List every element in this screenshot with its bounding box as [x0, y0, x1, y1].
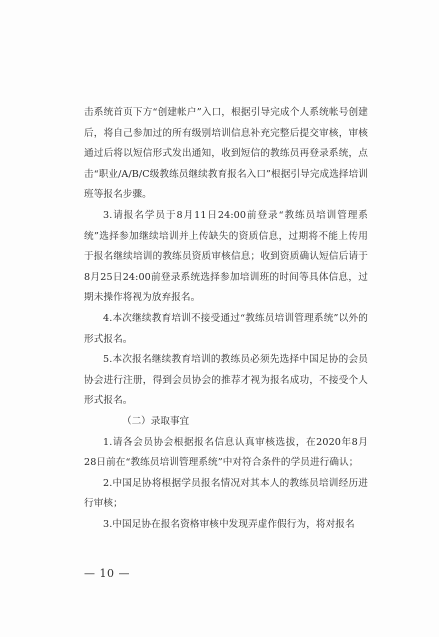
paragraph-admission-1: 1.请各会员协会根据报名信息认真审核选拔，在2020年8月28日前在“教练员培训管理系统”中对符合条件的学员进行确认； — [84, 436, 368, 469]
paragraph-item-4-channel: 4.本次继续教育培训不接受通过“教练员培训管理系统”以外的形式报名。 — [84, 312, 368, 345]
paragraph-admission-3: 3.中国足协在报名资格审核中发现弄虚作假行为，将对报名 — [103, 518, 355, 530]
page-number: — 10 — — [84, 567, 130, 580]
paragraph-item-3-deadlines: 3.请报名学员于8月11日24:00前登录“教练员培训管理系统”选择参加继续培训并上传缺失的资质信息，过期将不能上传用于报名继续培训的教练员资质审核信息；收到资质确认短信后请于8月25日24:00前登录系统选择参加培训班的时间等具体信息，过期未操作将视为放弃报名。 — [84, 209, 368, 304]
paragraph-item-5-association: 5.本次报名继续教育培训的教练员必须先选择中国足协的会员协会进行注册，得到会员协会的推荐才视为报名成功，不接受个人形式报名。 — [84, 354, 368, 407]
page-body — [84, 103, 368, 535]
section-heading-admission: （二）录取事宜 — [122, 415, 190, 427]
paragraph-registration-steps: 击系统首页下方“创建帐户”入口，根据引导完成个人系统帐号创建后，将自己参加过的所有级别培训信息补充完整后提交审核，审核通过后将以短信形式发出通知，收到短信的教练员再登录系统，点击“职业/A/B/C级教练员继续教育报名入口”根据引导完成选择培训班等报名步骤。 — [84, 107, 368, 201]
paragraph-admission-2: 2.中国足协将根据学员报名情况对其本人的教练员培训经历进行审核； — [84, 477, 368, 510]
